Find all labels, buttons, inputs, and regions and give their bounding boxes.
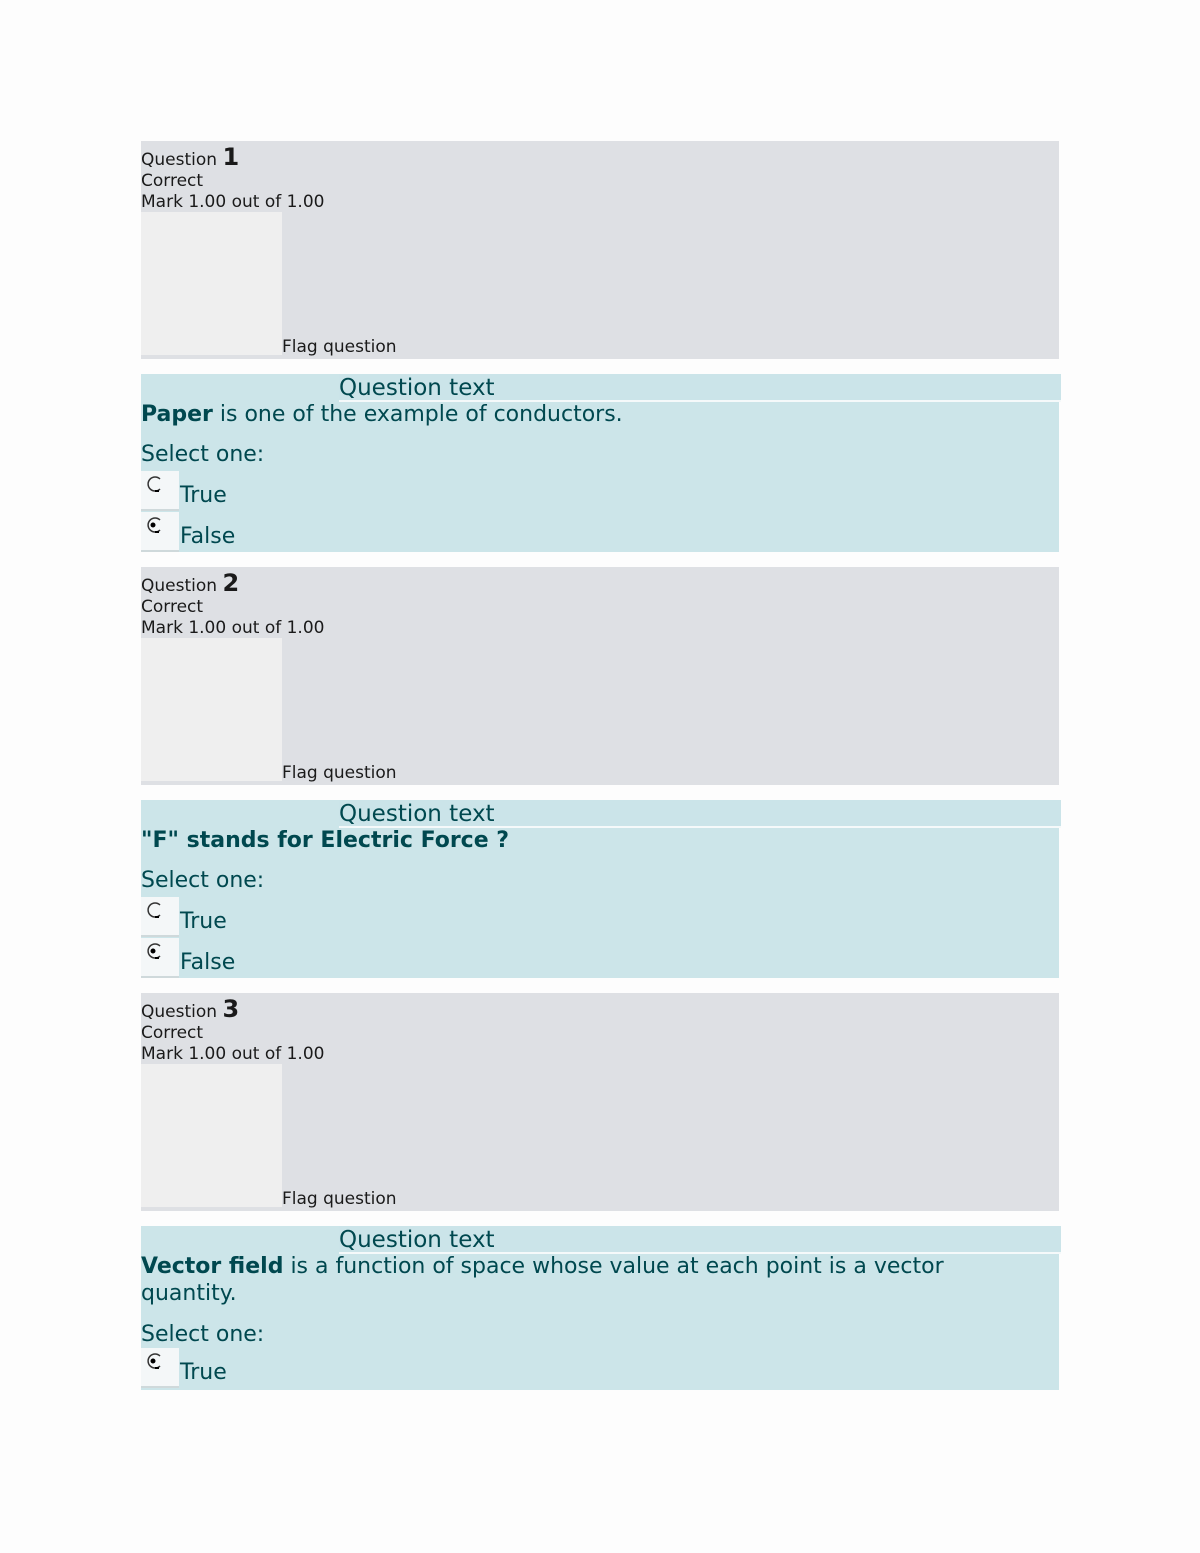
answer-label: False (180, 524, 236, 549)
question-number (141, 569, 239, 597)
question-text (141, 401, 999, 428)
question-number-value: 3 (222, 995, 240, 1023)
question-1-info (141, 141, 1059, 359)
radio-checked-icon[interactable] (141, 512, 179, 552)
question-number (141, 995, 239, 1023)
answer-label: True (180, 1360, 227, 1385)
answer-option-false[interactable] (141, 938, 441, 978)
question-3-content (141, 1226, 1059, 1390)
answer-option-true[interactable] (141, 471, 441, 511)
question-text-heading: Question text (339, 800, 1061, 828)
flag-question-link[interactable]: Flag question (282, 337, 397, 357)
question-text-rest: is one of the example of conductors. (212, 402, 623, 427)
question-text-bold: Paper (141, 402, 213, 427)
question-3-info (141, 993, 1059, 1211)
question-number-value: 2 (222, 569, 240, 597)
question-grade: Mark 1.00 out of 1.00 (141, 618, 325, 638)
question-grade: Mark 1.00 out of 1.00 (141, 1044, 325, 1064)
flag-question-link[interactable]: Flag question (282, 763, 397, 783)
select-one-prompt: Select one: (141, 442, 265, 467)
flag-question-link[interactable]: Flag question (282, 1189, 397, 1209)
question-state: Correct (141, 597, 204, 617)
question-text-heading: Question text (339, 1226, 1061, 1254)
answer-label: False (180, 950, 236, 975)
radio-checked-icon[interactable] (141, 938, 179, 978)
question-text-bold: Vector field (141, 1254, 284, 1279)
flag-icon[interactable] (141, 1064, 282, 1207)
question-1-content (141, 374, 1059, 552)
question-grade: Mark 1.00 out of 1.00 (141, 192, 325, 212)
flag-icon[interactable] (141, 638, 282, 781)
question-label: Question (141, 150, 218, 170)
answer-option-true[interactable] (141, 1348, 441, 1388)
question-number-value: 1 (222, 143, 240, 171)
question-text-rest: is a function of space whose value at each point is a vector quantity. (141, 1254, 944, 1306)
radio-checked-icon[interactable] (141, 1348, 179, 1388)
question-text-heading: Question text (339, 374, 1061, 402)
radio-unchecked-icon[interactable] (141, 897, 179, 937)
answer-option-false[interactable] (141, 512, 441, 552)
answer-option-true[interactable] (141, 897, 441, 937)
answer-label: True (180, 909, 227, 934)
question-number (141, 143, 239, 171)
question-2-info (141, 567, 1059, 785)
select-one-prompt: Select one: (141, 868, 265, 893)
question-text-bold: "F" stands for Electric Force ? (141, 828, 510, 853)
question-text (141, 1253, 999, 1307)
question-state: Correct (141, 1023, 204, 1043)
question-state: Correct (141, 171, 204, 191)
flag-icon[interactable] (141, 212, 282, 355)
question-2-content (141, 800, 1059, 978)
question-text (141, 827, 999, 854)
question-label: Question (141, 576, 218, 596)
answer-label: True (180, 483, 227, 508)
question-label: Question (141, 1002, 218, 1022)
select-one-prompt: Select one: (141, 1322, 265, 1347)
radio-unchecked-icon[interactable] (141, 471, 179, 511)
